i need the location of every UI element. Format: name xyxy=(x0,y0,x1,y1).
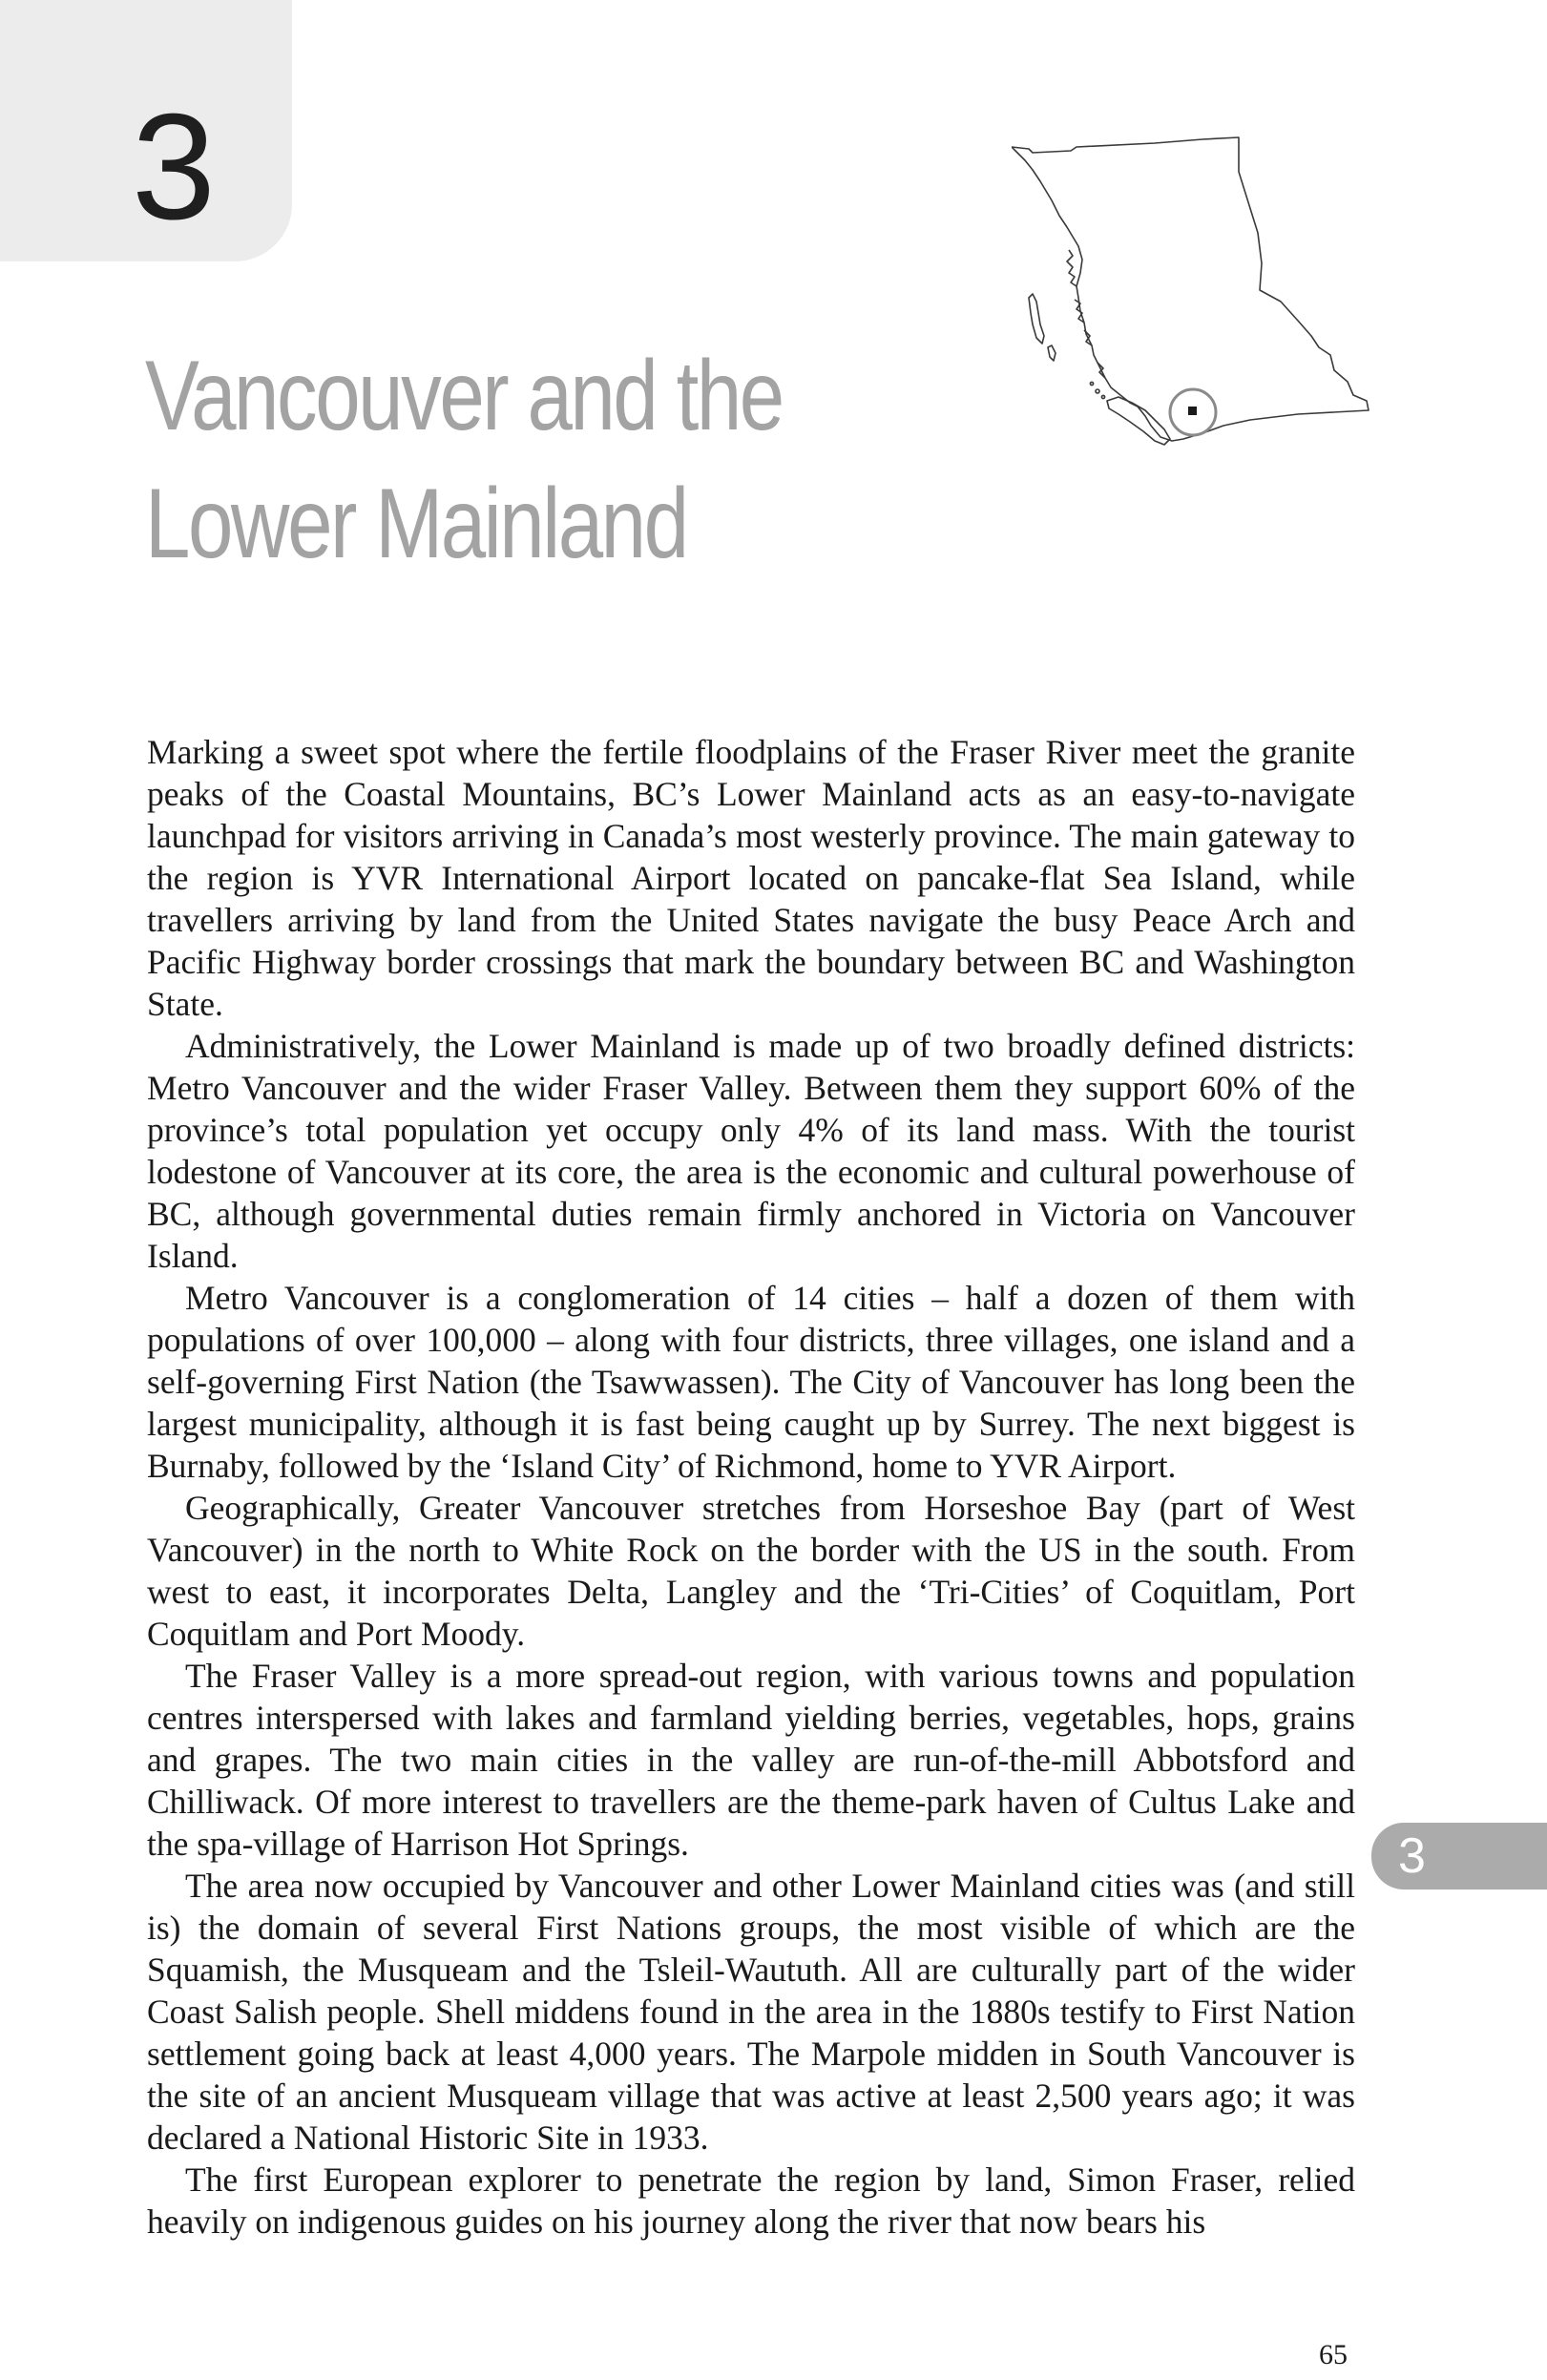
paragraph: The Fraser Valley is a more spread-out region, with various towns and population centres interspersed with lakes and farmland yielding berries, vegetables, hops, grains and grapes. The two main cities in the valley are run-of-the-mill Abbotsford and Chilliwack. Of more interest to travellers are the theme-park haven of Cultus Lake and the spa-village of Harrison Hot Springs. xyxy=(147,1657,1355,1863)
lower-mainland-highlight-circle xyxy=(1170,389,1216,435)
chapter-body-text xyxy=(147,731,1355,2243)
paragraph: Administratively, the Lower Mainland is made up of two broadly defined districts: Metro Vancouver and the wider Fraser Valley. Between them they support 60% of the province’s total population yet occupy only 4% of its land mass. With the tourist lodestone of Vancouver at its core, the area is the economic and cultural powerhouse of BC, although governmental duties remain firmly anchored in Victoria on Vancouver Island. xyxy=(147,1027,1355,1275)
paragraph: Geographically, Greater Vancouver stretches from Horseshoe Bay (part of West Vancouver) in the north to White Rock on the border with the US in the south. From west to east, it incorporates Delta, Langley and the ‘Tri-Cities’ of Coquitlam, Port Coquitlam and Port Moody. xyxy=(147,1489,1355,1653)
paragraph: The area now occupied by Vancouver and other Lower Mainland cities was (and still is) the domain of several First Nations groups, the most visible of which are the Squamish, the Musqueam and the Tsleil-Waututh. All are culturally part of the wider Coast Salish people. Shell middens found in the area in the 1880s testify to First Nation settlement going back at least 4,000 years. The Marpole midden in South Vancouver is the site of an ancient Musqueam village that was active at least 2,500 years ago; it was declared a National Historic Site in 1933. xyxy=(147,1867,1355,2157)
chapter-title xyxy=(145,332,783,588)
chapter-number: 3 xyxy=(132,83,216,251)
chapter-number-tab xyxy=(0,0,292,261)
page-number: 65 xyxy=(1319,2339,1348,2370)
paragraph: Metro Vancouver is a conglomeration of 14 cities – half a dozen of them with populations of over 100,000 – along with four districts, three villages, one island and a self-governing First Nation (the Tsawwassen). The City of Vancouver has long been the largest municipality, although it is fast being caught up by Surrey. The next biggest is Burnaby, followed by the ‘Island City’ of Richmond, home to YVR Airport. xyxy=(147,1279,1355,1485)
paragraph: Marking a sweet spot where the fertile floodplains of the Fraser River meet the granite peaks of the Coastal Mountains, BC’s Lower Mainland acts as an easy-to-navigate launchpad for visitors arriving in Canada’s most westerly province. The main gateway to the region is YVR International Airport located on pancake-flat Sea Island, while travellers arriving by land from the United States navigate the busy Peace Arch and Pacific Highway border crossings that mark the boundary between BC and Washington State. xyxy=(147,733,1355,1023)
chapter-title-line-2: Lower Mainland xyxy=(145,469,687,579)
chapter-title-line-1: Vancouver and the xyxy=(145,341,783,451)
british-columbia-locator-map-icon xyxy=(1012,134,1374,477)
paragraph: The first European explorer to penetrate the region by land, Simon Fraser, relied heavily on indigenous guides on his journey along the river that now bears his xyxy=(147,2161,1355,2241)
chapter-side-tab xyxy=(1371,1823,1547,1889)
side-tab-chapter-number: 3 xyxy=(1398,1828,1426,1884)
